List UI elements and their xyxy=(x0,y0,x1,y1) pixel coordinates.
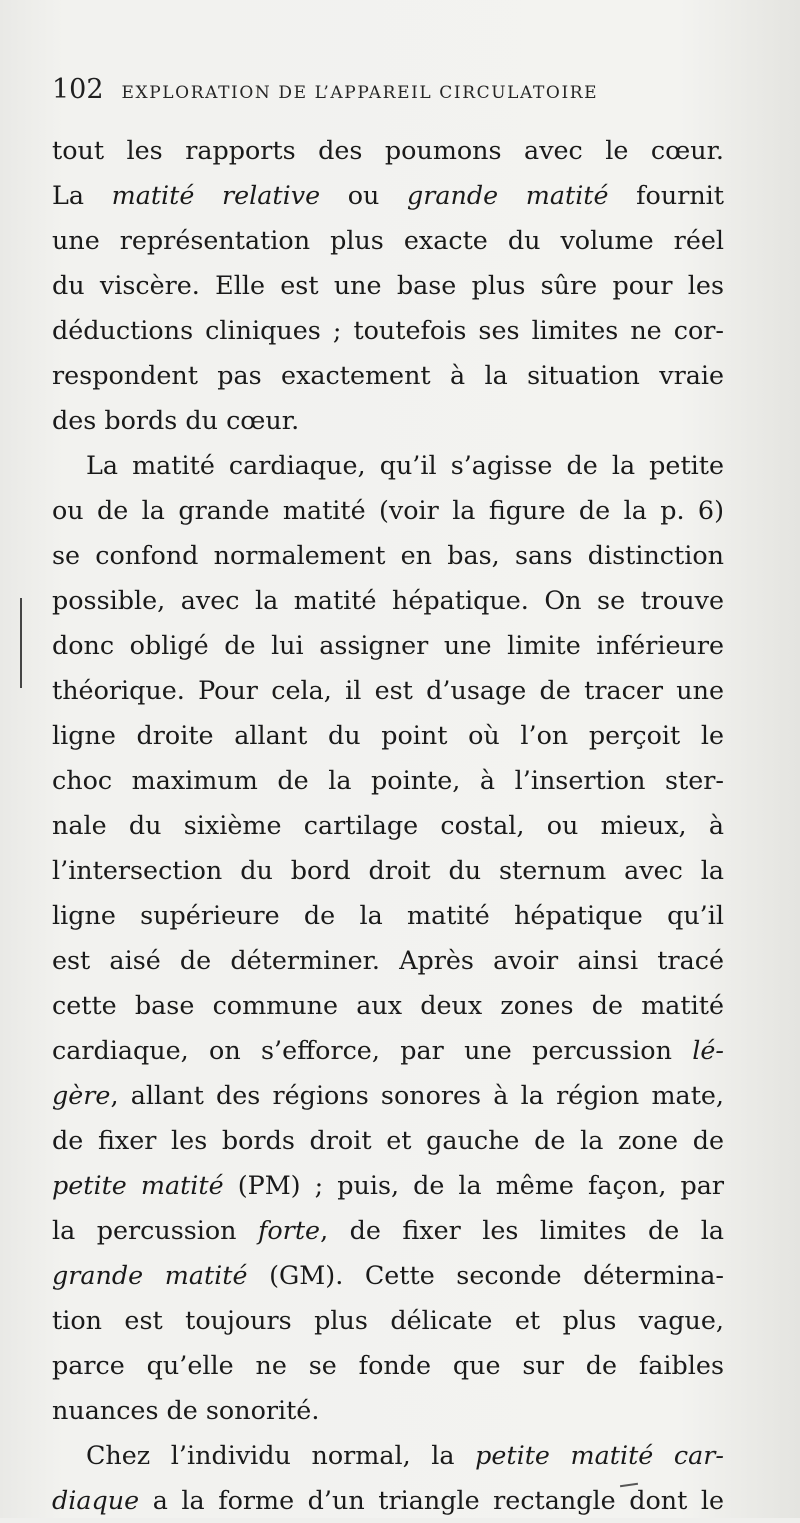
text-segment: a la forme d’un triangle rectangle dont le xyxy=(139,1485,724,1515)
text-line xyxy=(52,1388,724,1433)
text-line xyxy=(52,488,724,533)
text-line xyxy=(52,1253,724,1298)
text-segment: ligne droite allant du point où l’on perçoit le xyxy=(52,720,724,750)
text-line xyxy=(52,713,724,758)
text-line xyxy=(52,1163,724,1208)
page-header xyxy=(52,74,752,114)
text-line xyxy=(52,1073,724,1118)
text-segment: La matité cardiaque, qu’il s’agisse de la petite xyxy=(86,450,724,480)
text-segment: cette base commune aux deux zones de matité xyxy=(52,990,724,1020)
text-line xyxy=(52,983,724,1028)
text-segment: théorique. Pour cela, il est d’usage de tracer une xyxy=(52,675,724,705)
text-segment: ou de la grande matité (voir la figure de la p. 6) xyxy=(52,495,724,525)
text-line xyxy=(52,308,724,353)
text-line xyxy=(52,758,724,803)
text-line xyxy=(52,578,724,623)
text-line xyxy=(52,668,724,713)
text-line xyxy=(52,353,724,398)
text-segment: ligne supérieure de la matité hépatique qu’il xyxy=(52,900,724,930)
text-segment: cardiaque, on s’efforce, par une percussion xyxy=(52,1035,693,1065)
text-segment: nuances de sonorité. xyxy=(52,1395,320,1425)
text-line xyxy=(52,1118,724,1163)
italic-segment: matité relative xyxy=(111,180,321,210)
italic-segment: forte xyxy=(258,1215,321,1245)
text-segment: tout les rapports des poumons avec le cœur. xyxy=(52,135,724,165)
text-segment: parce qu’elle ne se fonde que sur de faibles xyxy=(52,1350,724,1380)
text-segment: de fixer les bords droit et gauche de la zone de xyxy=(52,1125,724,1155)
text-line xyxy=(52,1343,724,1388)
text-segment: Chez l’individu normal, la xyxy=(86,1440,476,1470)
italic-segment: petite matité car- xyxy=(475,1440,724,1470)
text-line xyxy=(52,173,724,218)
text-segment: est aisé de déterminer. Après avoir ainsi tracé xyxy=(52,945,724,975)
text-line xyxy=(52,1298,724,1343)
text-line xyxy=(52,848,724,893)
italic-segment: petite matité xyxy=(52,1170,224,1200)
text-line xyxy=(52,1028,724,1073)
italic-segment: grande matité xyxy=(407,180,609,210)
text-line xyxy=(52,128,724,173)
italic-segment: lé- xyxy=(692,1035,724,1065)
text-segment: la percussion xyxy=(52,1215,258,1245)
text-line xyxy=(52,1208,724,1253)
margin-mark xyxy=(20,598,22,688)
text-segment: , de fixer les limites de la xyxy=(320,1215,725,1245)
text-segment: ou xyxy=(320,180,407,210)
text-segment: fournit xyxy=(608,180,725,210)
text-segment: une représentation plus exacte du volume réel xyxy=(52,225,724,255)
text-segment: (PM) ; puis, de la même façon, par xyxy=(223,1170,725,1200)
text-segment: respondent pas exactement à la situation vraie xyxy=(52,360,724,390)
running-head: EXPLORATION DE L’APPAREIL CIRCULATOIRE xyxy=(121,83,599,103)
text-line xyxy=(52,803,724,848)
text-line xyxy=(52,938,724,983)
text-line xyxy=(52,443,724,488)
text-segment: tion est toujours plus délicate et plus vague, xyxy=(52,1305,724,1335)
italic-segment: grande matité xyxy=(52,1260,248,1290)
text-segment: La xyxy=(52,180,112,210)
text-line xyxy=(52,398,724,443)
page-number: 102 xyxy=(52,74,104,105)
italic-segment: diaque xyxy=(52,1485,140,1515)
text-line xyxy=(52,218,724,263)
text-segment: l’intersection du bord droit du sternum avec la xyxy=(52,855,724,885)
text-line xyxy=(52,263,724,308)
text-line xyxy=(52,893,724,938)
text-segment: , allant des régions sonores à la région mate, xyxy=(110,1080,724,1110)
text-segment: (GM). Cette seconde détermina- xyxy=(247,1260,724,1290)
text-line xyxy=(52,623,724,668)
text-segment: déductions cliniques ; toutefois ses limites ne cor- xyxy=(52,315,724,345)
italic-segment: gère xyxy=(52,1080,111,1110)
text-segment: choc maximum de la pointe, à l’insertion ster- xyxy=(52,765,724,795)
text-line xyxy=(52,1433,724,1478)
text-segment: des bords du cœur. xyxy=(52,405,300,435)
text-segment: nale du sixième cartilage costal, ou mieux, à xyxy=(52,810,724,840)
body-text xyxy=(52,128,724,1523)
text-segment: se confond normalement en bas, sans distinction xyxy=(52,540,724,570)
text-segment: du viscère. Elle est une base plus sûre pour les xyxy=(52,270,724,300)
text-segment: possible, avec la matité hépatique. On se trouve xyxy=(52,585,724,615)
text-segment: donc obligé de lui assigner une limite inférieure xyxy=(52,630,724,660)
text-line xyxy=(52,533,724,578)
